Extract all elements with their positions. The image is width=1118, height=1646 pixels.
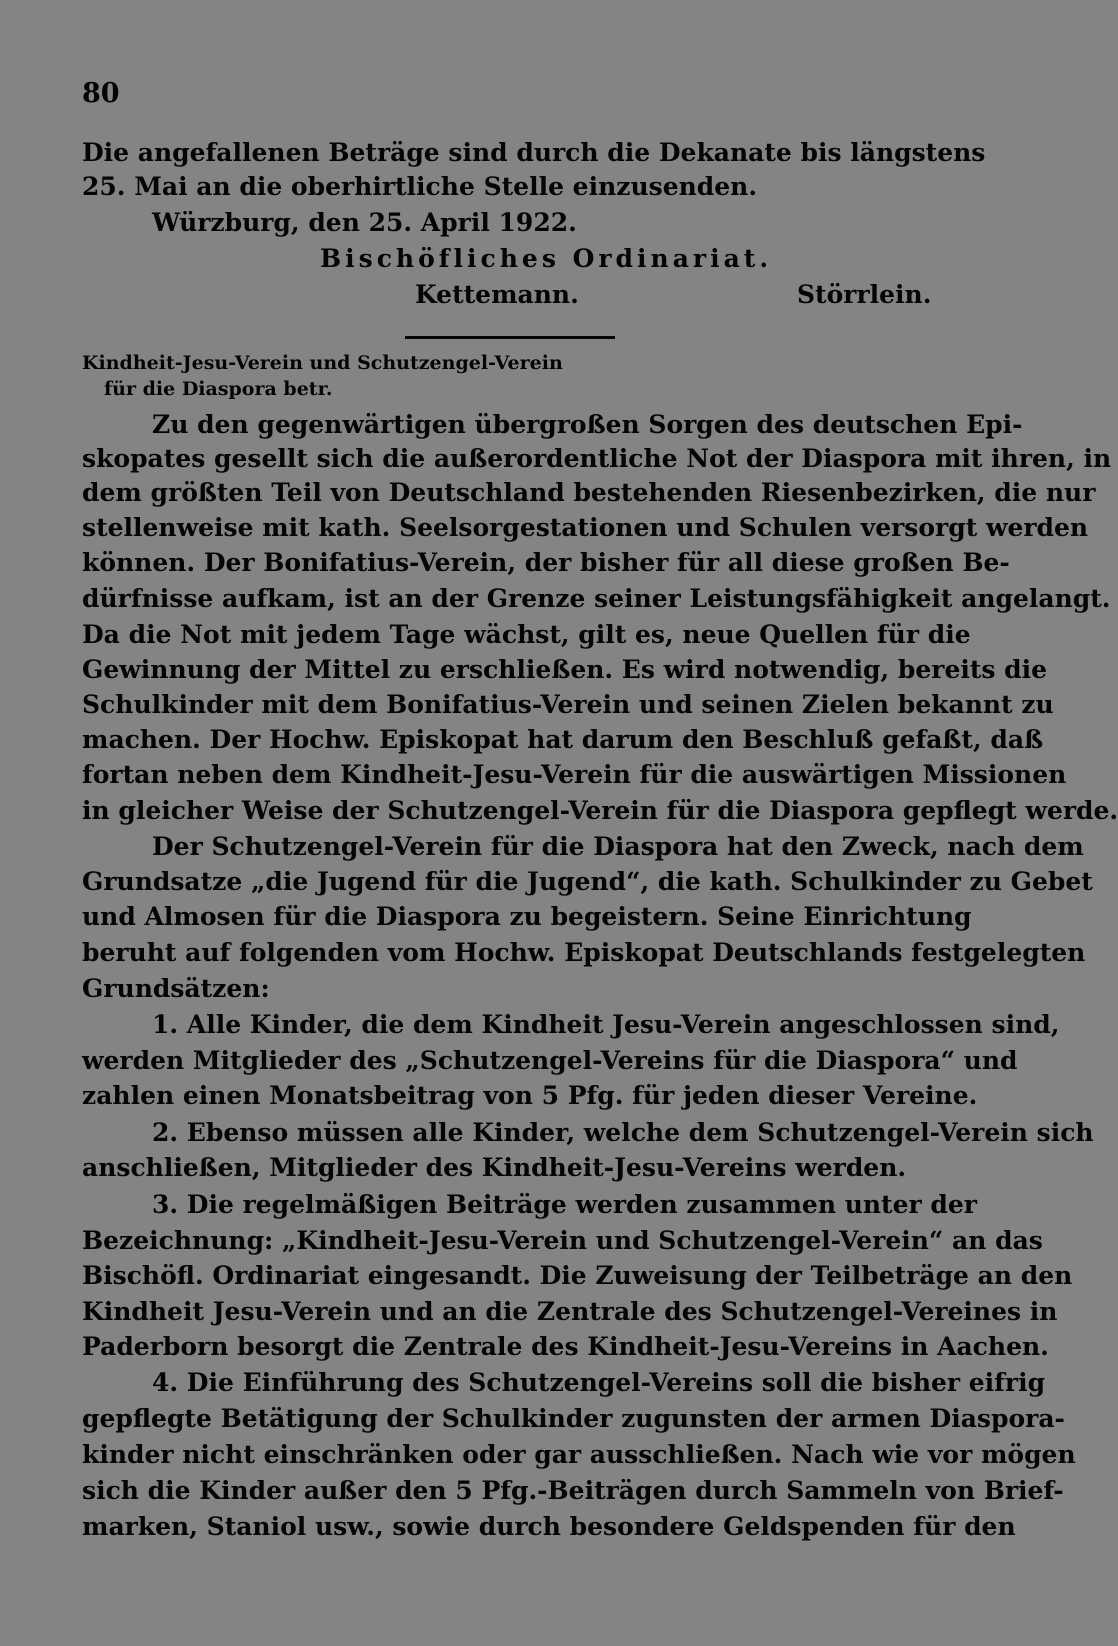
list-item-4-line: kinder nicht einschränken oder gar ausschließen. Nach wie vor mögen [82, 1440, 1076, 1469]
list-item-3-line: Kindheit Jesu-Verein und an die Zentrale des Schutzengel-Vereines in [82, 1297, 1058, 1326]
list-item-3-line: Bezeichnung: „Kindheit-Jesu-Verein und Schutzengel-Verein“ an das [82, 1226, 1043, 1255]
body-line: skopates gesellt sich die außerordentliche Not der Diaspora mit ihren, in [82, 444, 1112, 473]
body-line: Schulkinder mit dem Bonifatius-Verein und seinen Zielen bekannt zu [82, 690, 1054, 719]
signer-left: Kettemann. [415, 280, 579, 309]
list-item-2-line: 2. Ebenso müssen alle Kinder, welche dem Schutzengel-Verein sich [152, 1118, 1094, 1147]
body-line: stellenweise mit kath. Seelsorgestationen und Schulen versorgt werden [82, 513, 1089, 542]
list-item-4-line: 4. Die Einführung des Schutzengel-Vereins soll die bisher eifrig [152, 1368, 1046, 1397]
body-line: Zu den gegenwärtigen übergroßen Sorgen des deutschen Epi- [152, 410, 1023, 439]
list-item-4-line: gepflegte Betätigung der Schulkinder zugunsten der armen Diaspora- [82, 1404, 1065, 1433]
body-line: dem größten Teil von Deutschland bestehenden Riesenbezirken, die nur [82, 478, 1096, 507]
list-item-1-line: werden Mitglieder des „Schutzengel-Vereins für die Diaspora“ und [82, 1046, 1018, 1075]
body-line: und Almosen für die Diaspora zu begeistern. Seine Einrichtung [82, 902, 972, 931]
body-line: machen. Der Hochw. Episkopat hat darum den Beschluß gefaßt, daß [82, 725, 1044, 754]
body-line: dürfnisse aufkam, ist an der Grenze seiner Leistungsfähigkeit angelangt. [82, 584, 1111, 613]
list-item-3-line: Bischöfl. Ordinariat eingesandt. Die Zuweisung der Teilbeträge an den [82, 1261, 1073, 1290]
office-name: Bischöfliches Ordinariat. [320, 244, 773, 273]
body-line: Gewinnung der Mittel zu erschließen. Es wird notwendig, bereits die [82, 655, 1048, 684]
body-line: Der Schutzengel-Verein für die Diaspora hat den Zweck, nach dem [152, 832, 1084, 861]
place-date: Würzburg, den 25. April 1922. [152, 208, 577, 237]
list-item-1-line: zahlen einen Monatsbeitrag von 5 Pfg. für jeden dieser Vereine. [82, 1081, 978, 1110]
body-line: Da die Not mit jedem Tage wächst, gilt es, neue Quellen für die [82, 620, 971, 649]
announcement-line-2: 25. Mai an die oberhirtliche Stelle einzusenden. [82, 172, 758, 201]
list-item-3-line: Paderborn besorgt die Zentrale des Kindheit-Jesu-Vereins in Aachen. [82, 1332, 1049, 1361]
signer-right: Störrlein. [797, 280, 932, 309]
section-heading-line-1: Kindheit-Jesu-Verein und Schutzengel-Verein [82, 352, 563, 374]
list-item-1-line: 1. Alle Kinder, die dem Kindheit Jesu-Verein angeschlossen sind, [152, 1010, 1060, 1039]
page-number: 80 [82, 78, 120, 109]
body-line: Grundsatze „die Jugend für die Jugend“, die kath. Schulkinder zu Gebet [82, 867, 1093, 896]
list-item-4-line: sich die Kinder außer den 5 Pfg.-Beiträgen durch Sammeln von Brief- [82, 1476, 1064, 1505]
announcement-line-1: Die angefallenen Beträge sind durch die Dekanate bis längstens [82, 138, 986, 167]
list-item-4-line: marken, Staniol usw., sowie durch besondere Geldspenden für den [82, 1512, 1016, 1541]
body-line: Grundsätzen: [82, 974, 270, 1003]
list-item-2-line: anschließen, Mitglieder des Kindheit-Jesu-Vereins werden. [82, 1153, 907, 1182]
section-divider [405, 336, 615, 339]
section-heading-line-2: für die Diaspora betr. [104, 378, 333, 400]
body-line: in gleicher Weise der Schutzengel-Verein für die Diaspora gepflegt werde. [82, 796, 1118, 825]
body-line: fortan neben dem Kindheit-Jesu-Verein für die auswärtigen Missionen [82, 760, 1067, 789]
body-line: können. Der Bonifatius-Verein, der bisher für all diese großen Be- [82, 548, 1010, 577]
list-item-3-line: 3. Die regelmäßigen Beiträge werden zusammen unter der [152, 1190, 977, 1219]
body-line: beruht auf folgenden vom Hochw. Episkopat Deutschlands festgelegten [82, 938, 1086, 967]
